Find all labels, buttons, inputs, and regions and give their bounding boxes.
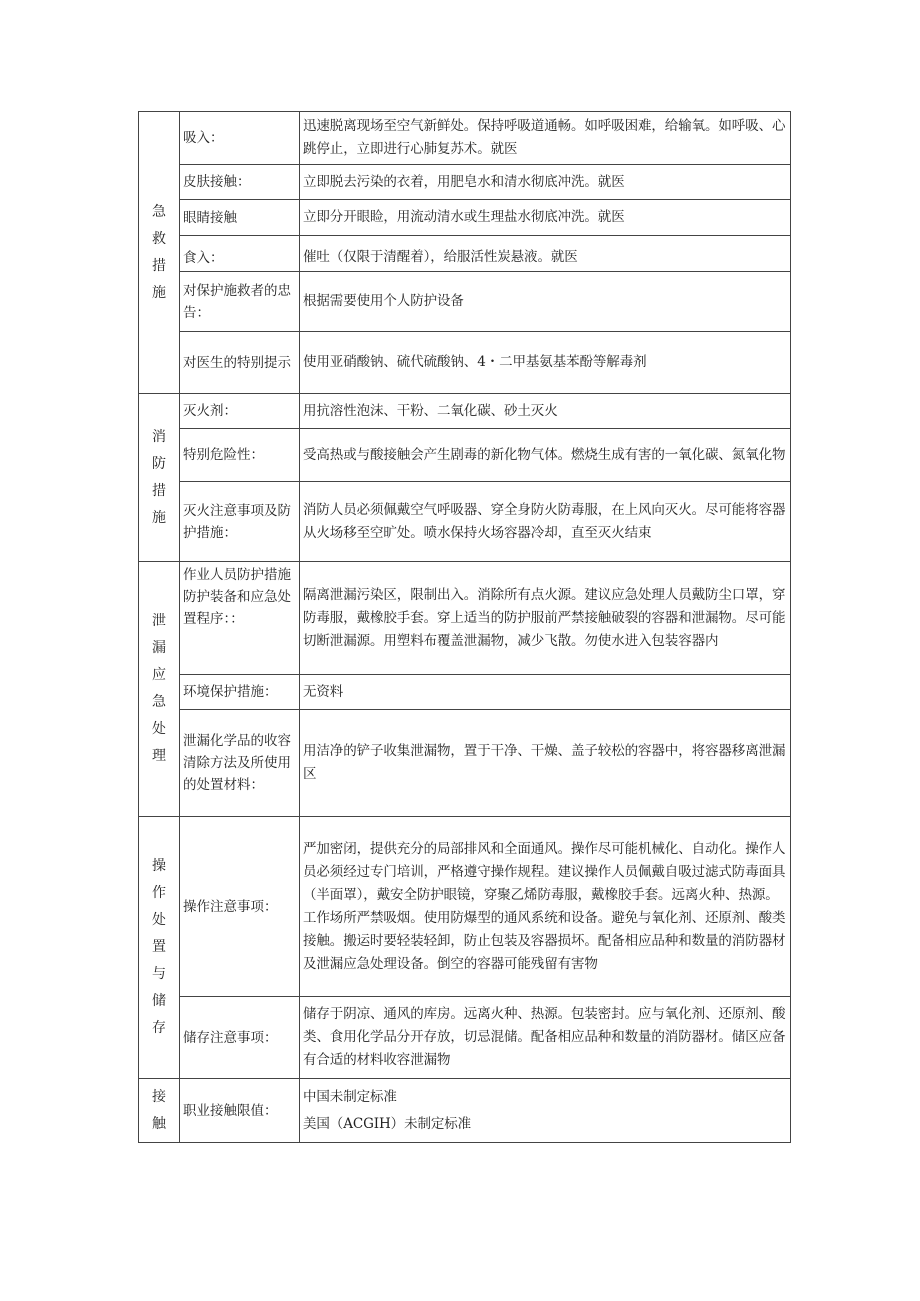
row-label: 特别危险性： (180, 429, 300, 482)
row-value: 受高热或与酸接触会产生剧毒的新化物气体。燃烧生成有害的一氧化碳、氮氧化物 (300, 429, 791, 482)
table-row (139, 165, 791, 200)
row-label: 吸入： (180, 112, 300, 165)
table-row (139, 817, 791, 997)
table-row (139, 710, 791, 817)
row-label: 操作注意事项： (180, 817, 300, 997)
table-row (139, 482, 791, 562)
section-title-first-aid: 急 救 措 施 (139, 112, 180, 394)
row-label: 灭火剂： (180, 394, 300, 429)
table-row (139, 675, 791, 710)
row-value: 立即分开眼睑，用流动清水或生理盐水彻底冲洗。就医 (300, 200, 791, 236)
row-label: 眼睛接触 (180, 200, 300, 236)
row-label: 对医生的特别提示 (180, 332, 300, 394)
row-value: 隔离泄漏污染区，限制出入。消除所有点火源。建议应急处理人员戴防尘口罩，穿防毒服，戴橡胶手套。穿上适当的防护服前严禁接触破裂的容器和泄漏物。尽可能切断泄漏源。用塑料布覆盖泄漏物，减少飞散。勿使水进入包装容器内 (300, 562, 791, 675)
msds-table (138, 111, 791, 1143)
row-value: 储存于阴凉、通风的库房。远离火种、热源。包装密封。应与氧化剂、还原剂、酸类、食用化学品分开存放，切忌混储。配备相应品种和数量的消防器材。储区应备有合适的材料收容泄漏物 (300, 997, 791, 1079)
row-value (300, 1079, 791, 1143)
table-row (139, 429, 791, 482)
exposure-limit-china: 中国未制定标准 (303, 1088, 397, 1105)
table-row (139, 200, 791, 236)
section-title-handling-storage: 操 作 处 置 与 储 存 (139, 817, 180, 1079)
table-row (139, 332, 791, 394)
row-value: 迅速脱离现场至空气新鲜处。保持呼吸道通畅。如呼吸困难，给输氧。如呼吸、心跳停止，立即进行心肺复苏术。就医 (300, 112, 791, 165)
row-value: 使用亚硝酸钠、硫代硫酸钠、4・二甲基氨基苯酚等解毒剂 (300, 332, 791, 394)
row-value: 催吐（仅限于清醒着），给服活性炭悬液。就医 (300, 236, 791, 272)
row-value: 无资料 (300, 675, 791, 710)
row-label: 食入： (180, 236, 300, 272)
table-row (139, 272, 791, 332)
table-row (139, 997, 791, 1079)
table-row (139, 562, 791, 675)
row-value: 立即脱去污染的衣着，用肥皂水和清水彻底冲洗。就医 (300, 165, 791, 200)
row-value: 消防人员必须佩戴空气呼吸器、穿全身防火防毒服，在上风向灭火。尽可能将容器从火场移至空旷处。喷水保持火场容器冷却，直至灭火结束 (300, 482, 791, 562)
row-label: 对保护施救者的忠告： (180, 272, 300, 332)
row-label: 皮肤接触： (180, 165, 300, 200)
table-row (139, 112, 791, 165)
row-value: 用洁净的铲子收集泄漏物，置于干净、干燥、盖子较松的容器中，将容器移离泄漏区 (300, 710, 791, 817)
exposure-limit-usa: 美国（ACGIH）未制定标准 (303, 1115, 472, 1132)
table-row (139, 1079, 791, 1143)
row-label: 环境保护措施： (180, 675, 300, 710)
row-label: 职业接触限值： (180, 1079, 300, 1143)
section-title-spill-response: 泄 漏 应 急 处 理 (139, 562, 180, 817)
row-label: 储存注意事项： (180, 997, 300, 1079)
section-title-fire-fighting: 消 防 措 施 (139, 394, 180, 562)
row-value: 根据需要使用个人防护设备 (300, 272, 791, 332)
row-value: 用抗溶性泡沫、干粉、二氧化碳、砂土灭火 (300, 394, 791, 429)
section-title-exposure: 接 触 (139, 1079, 180, 1143)
row-label: 作业人员防护措施防护装备和应急处置程序：： (180, 562, 300, 675)
table-row (139, 236, 791, 272)
table-row (139, 394, 791, 429)
row-value: 严加密闭，提供充分的局部排风和全面通风。操作尽可能机械化、自动化。操作人员必须经过专门培训，严格遵守操作规程。建议操作人员佩戴自吸过滤式防毒面具（半面罩），戴安全防护眼镜，穿聚乙烯防毒服，戴橡胶手套。远离火种、热源。工作场所严禁吸烟。使用防爆型的通风系统和设备。避免与氧化剂、还原剂、酸类接触。搬运时要轻装轻卸，防止包装及容器损坏。配备相应品种和数量的消防器材及泄漏应急处理设备。倒空的容器可能残留有害物 (300, 817, 791, 997)
row-label: 泄漏化学品的收容清除方法及所使用的处置材料： (180, 710, 300, 817)
row-label: 灭火注意事项及防护措施： (180, 482, 300, 562)
